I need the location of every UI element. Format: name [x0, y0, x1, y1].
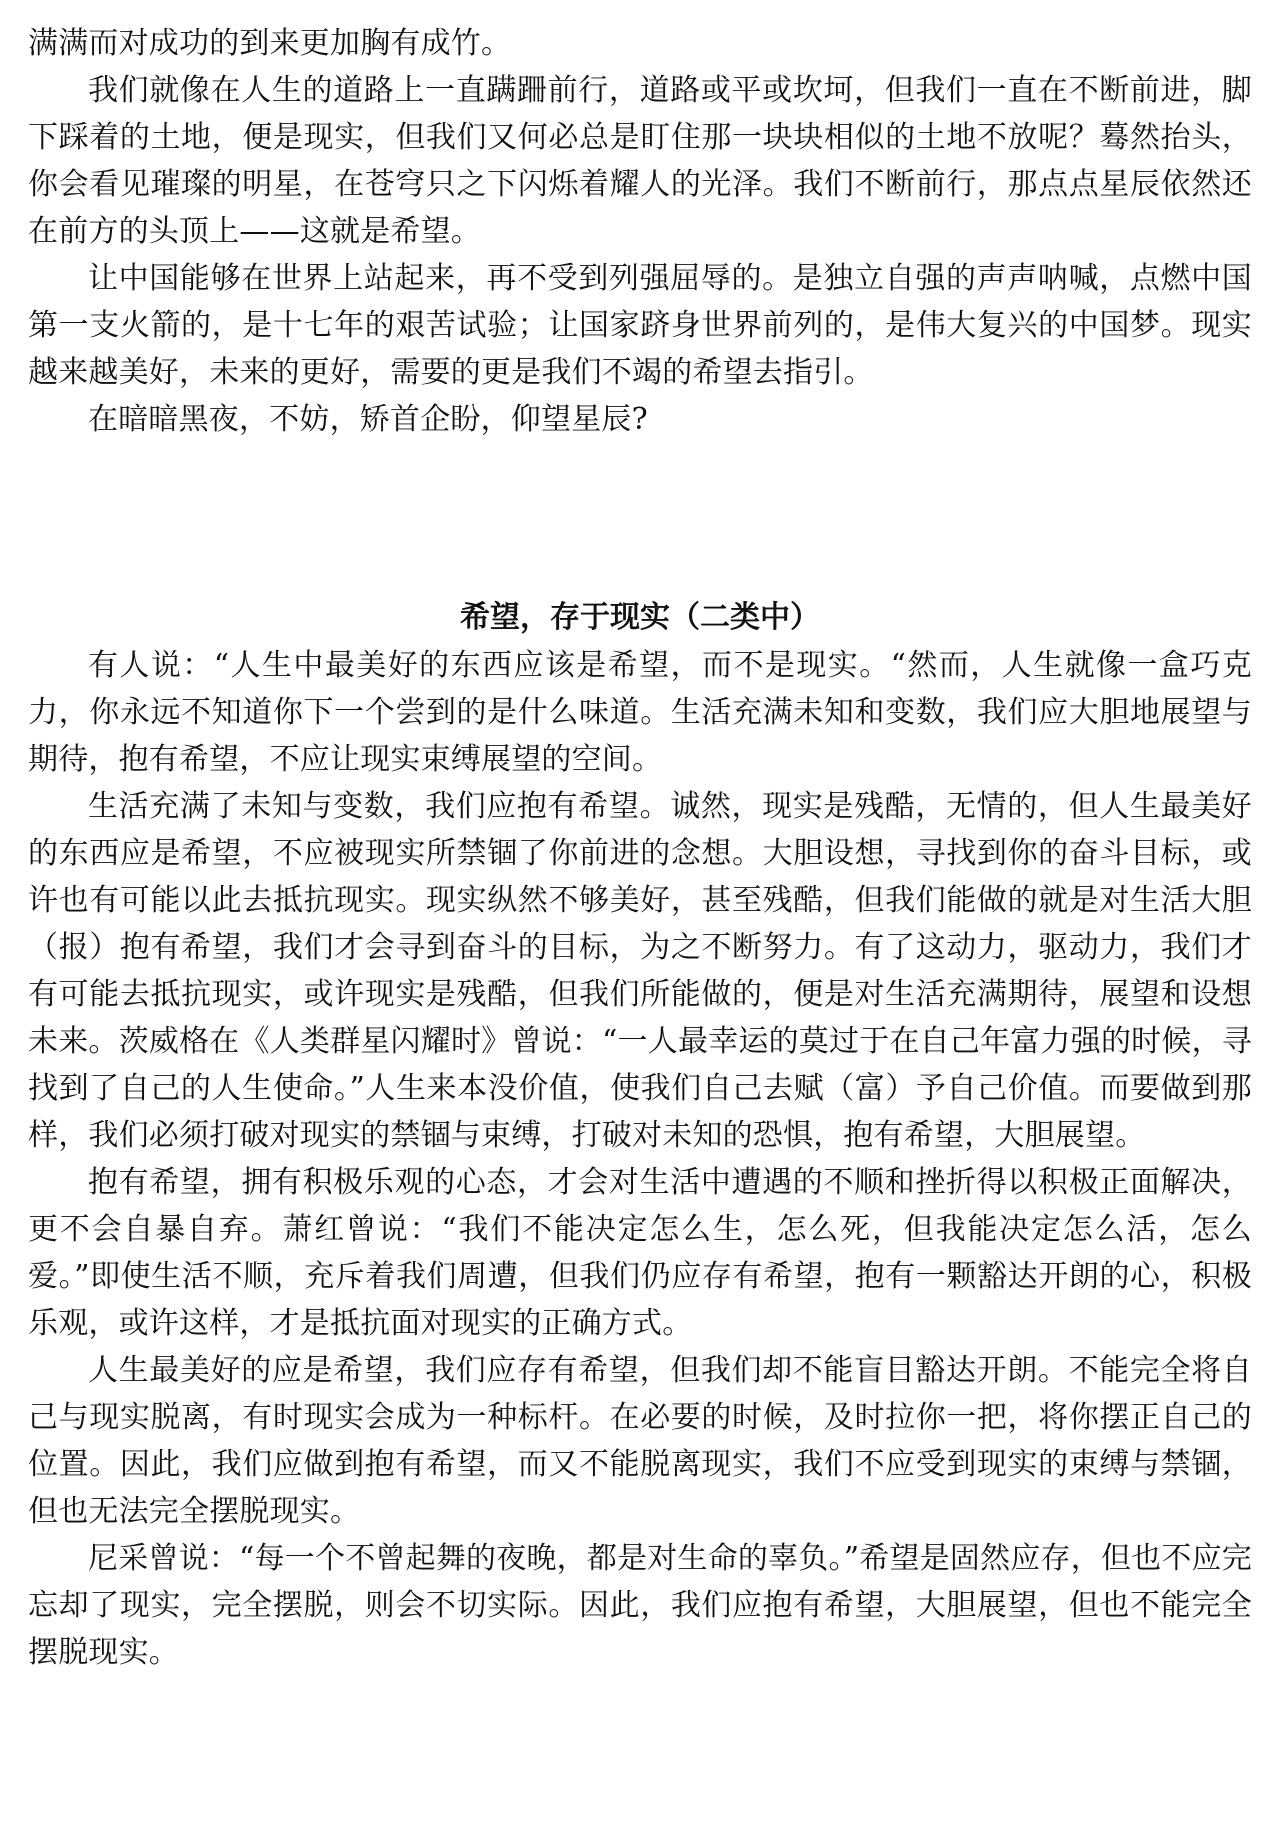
section-2	[28, 642, 1252, 1676]
paragraph: 我们就像在人生的道路上一直蹒跚前行，道路或平或坎坷，但我们一直在不断前进，脚下踩着的土地，便是现实，但我们又何必总是盯住那一块块相似的土地不放呢？蓦然抬头，你会看见璀璨的明星，在苍穹只之下闪烁着耀人的光泽。我们不断前行，那点点星辰依然还在前方的头顶上——这就是希望。	[28, 73, 1252, 249]
paragraph-continuation: 满满而对成功的到来更加胸有成竹。	[28, 26, 512, 61]
paragraph: 抱有希望，拥有积极乐观的心态，才会对生活中遭遇的不顺和挫折得以积极正面解决，更不会自暴自弃。萧红曾说：“我们不能决定怎么生，怎么死，但我能决定怎么活，怎么爱。”即使生活不顺，充斥着我们周遭，但我们仍应存有希望，抱有一颗豁达开朗的心，积极乐观，或许这样，才是抵抗面对现实的正确方式。	[28, 1165, 1252, 1341]
paragraph: 让中国能够在世界上站起来，再不受到列强屈辱的。是独立自强的声声呐喊，点燃中国第一支火箭的，是十七年的艰苦试验；让国家跻身世界前列的，是伟大复兴的中国梦。现实越来越美好，未来的更好，需要的更是我们不竭的希望去指引。	[28, 261, 1252, 390]
paragraph: 有人说：“人生中最美好的东西应该是希望，而不是现实。“然而，人生就像一盒巧克力，你永远不知道你下一个尝到的是什么味道。生活充满未知和变数，我们应大胆地展望与期待，抱有希望，不应让现实束缚展望的空间。	[28, 648, 1252, 777]
paragraph: 生活充满了未知与变数，我们应抱有希望。诚然，现实是残酷，无情的，但人生最美好的东西应是希望，不应被现实所禁锢了你前进的念想。大胆设想，寻找到你的奋斗目标，或许也有可能以此去抵抗现实。现实纵然不够美好，甚至残酷，但我们能做的就是对生活大胆（报）抱有希望，我们才会寻到奋斗的目标，为之不断努力。有了这动力，驱动力，我们才有可能去抵抗现实，或许现实是残酷，但我们所能做的，便是对生活充满期待，展望和设想未来。茨威格在《人类群星闪耀时》曾说：“一人最幸运的莫过于在自己年富力强的时候，寻找到了自己的人生使命。”人生来本没价值，使我们自己去赋（富）予自己价值。而要做到那样，我们必须打破对现实的禁锢与束缚，打破对未知的恐惧，抱有希望，大胆展望。	[28, 789, 1252, 1153]
paragraph: 人生最美好的应是希望，我们应存有希望，但我们却不能盲目豁达开朗。不能完全将自己与现实脱离，有时现实会成为一种标杆。在必要的时候，及时拉你一把，将你摆正自己的位置。因此，我们应做到抱有希望，而又不能脱离现实，我们不应受到现实的束缚与禁锢，但也无法完全摆脱现实。	[28, 1353, 1252, 1529]
paragraph: 尼采曾说：“每一个不曾起舞的夜晚，都是对生命的辜负。”希望是固然应存，但也不应完忘却了现实，完全摆脱，则会不切实际。因此，我们应抱有希望，大胆展望，但也不能完全摆脱现实。	[28, 1541, 1252, 1670]
paragraph: 在暗暗黑夜，不妨，矫首企盼，仰望星辰?	[88, 402, 648, 437]
section-1	[28, 20, 1252, 443]
essay-title: 希望，存于现实（二类中）	[460, 600, 820, 635]
